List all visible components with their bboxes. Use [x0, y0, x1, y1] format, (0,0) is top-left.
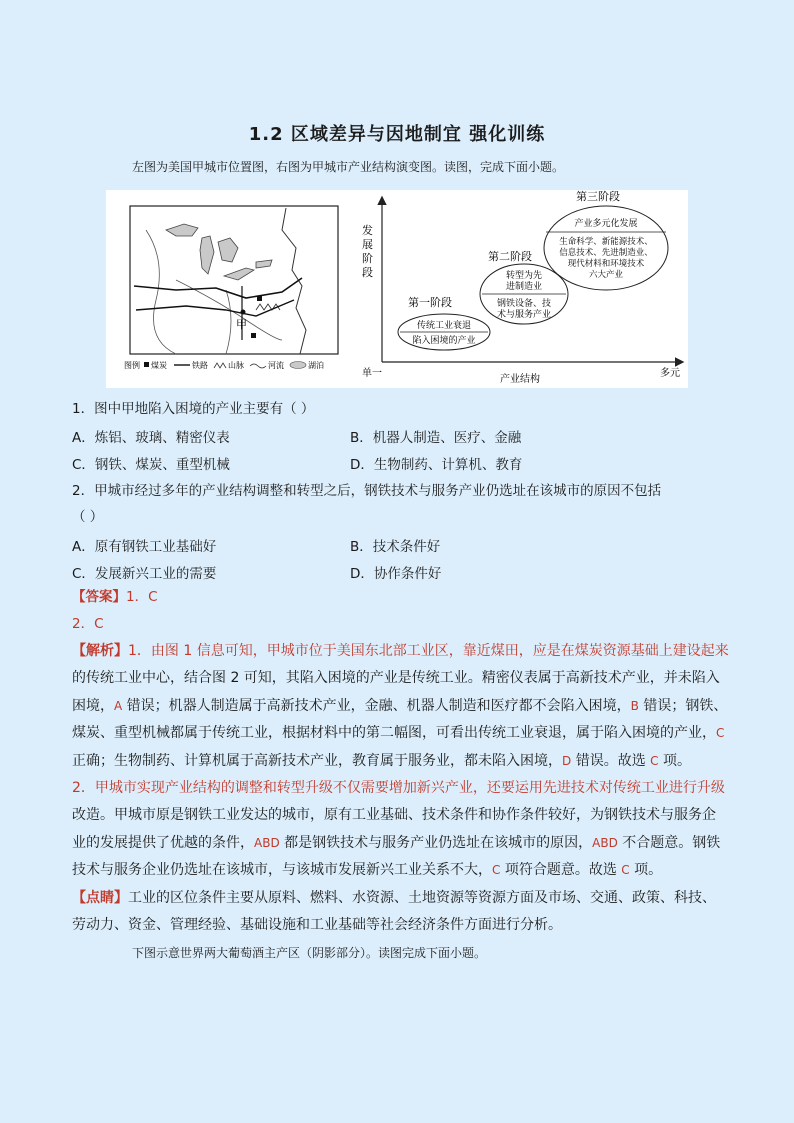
stage-3-item-1: 产业多元化发展 — [574, 219, 638, 229]
stage-3-item-2-line-1: 生命科学、新能源技术、 — [559, 237, 653, 247]
stage-1-item-2: 陷入困境的产业 — [412, 336, 476, 346]
analysis-p1-line-3a: 困境， — [72, 697, 114, 714]
stage-2-item-1-line-1: 转型为先 — [505, 271, 543, 281]
stage-2-item-2-line-1: 钢铁设备、技 — [496, 299, 552, 309]
figure-group — [106, 190, 688, 388]
y-label-char-3: 阶 — [362, 252, 373, 265]
stage-2-item-1-line-2: 进制造业 — [505, 282, 543, 292]
legend-coal-symbol — [144, 362, 149, 367]
question-2-option-c: C．发展新兴工业的需要 — [72, 566, 217, 582]
analysis-p1-line-3d: B — [630, 698, 639, 713]
question-1-stem: 1．图中甲地陷入困境的产业主要有（ ） — [72, 401, 315, 417]
question-2-option-a: A．原有钢铁工业基础好 — [72, 539, 217, 555]
answer-line-1 — [72, 584, 732, 611]
y-label-char-1: 发 — [362, 224, 373, 237]
x-end-label: 多元 — [660, 368, 680, 379]
analysis-p2-line-4b: C — [492, 863, 501, 878]
tip-text-1: 工业的区位条件主要从原料、燃料、水资源、土地资源等资源方面及市场、交通、政策、科技、 — [128, 889, 716, 906]
location-map — [106, 190, 344, 388]
x-start-label: 单一 — [362, 368, 382, 379]
analysis-p2-line-4e: 项。 — [629, 862, 663, 879]
y-label-char-2: 展 — [362, 238, 373, 251]
analysis-p1-line-3b: A — [114, 698, 123, 713]
answer-2: 2．C — [72, 616, 104, 632]
analysis-line-9 — [72, 857, 732, 884]
analysis-p1-line-5e: 项。 — [658, 752, 691, 769]
analysis-p2-line-4c: 项符合题意。故选 — [500, 862, 622, 879]
analysis-p1-line-2: 的传统工业中心，结合图 2 可知，其陷入困境的产业是传统工业。精密仪表属于高新技术产业，并未陷入 — [72, 670, 720, 687]
legend-river: 河流 — [268, 361, 284, 370]
stage-3-name: 第三阶段 — [576, 190, 620, 203]
city-marker — [241, 310, 246, 315]
stage-3-item-2-line-2: 信息技术、先进制造业、 — [559, 248, 653, 258]
legend-label: 图例 — [124, 361, 140, 370]
analysis-p1-line-4b: C — [716, 726, 725, 741]
analysis-p2-line-3d: ABD — [592, 835, 618, 850]
analysis-p1-line-5a: 正确；生物制药、计算机属于高新技术产业，教育属于服务业，都未陷入困境， — [72, 752, 562, 769]
analysis-line-4 — [72, 720, 732, 747]
legend-lake-symbol — [290, 362, 306, 369]
stage-1-name: 第一阶段 — [408, 296, 452, 309]
analysis-line-1 — [72, 638, 732, 665]
legend-lake: 湖泊 — [308, 361, 324, 370]
tip-text-2: 劳动力、资金、管理经验、基础设施和工业基础等社会经济条件方面进行分析。 — [72, 917, 562, 934]
legend-coal: 煤炭 — [151, 361, 167, 370]
analysis-p1-line-5b: D — [562, 753, 572, 768]
analysis-p1-line-5d: C — [650, 753, 659, 768]
analysis-p2-line-3b: ABD — [254, 835, 280, 850]
analysis-p2-line-1: 2．甲城市实现产业结构的调整和转型升级不仅需要增加新兴产业，还要运用先进技术对传统工业进行升级 — [72, 780, 725, 797]
answer-label: 【答案】 — [72, 589, 126, 605]
analysis-p1-line-3c: 错误；机器人制造属于高新技术产业，金融、机器人制造和医疗都不会陷入困境， — [122, 697, 631, 714]
stage-chart-svg — [344, 190, 688, 388]
analysis-p1-line-5c: 错误。故选 — [571, 752, 651, 769]
analysis-p2-line-2: 改造。甲城市原是钢铁工业发达的城市，原有工业基础、技术条件和协作条件较好，为钢铁技术与服务企 — [72, 807, 716, 824]
tip-label: 【点睛】 — [72, 889, 128, 906]
analysis-label: 【解析】 — [72, 643, 128, 659]
stage-3-item-2-line-4: 六大产业 — [588, 270, 624, 280]
analysis-p2-line-3a: 业的发展提供了优越的条件， — [72, 834, 254, 851]
location-map-svg — [106, 190, 344, 388]
analysis-p2-line-4a: 技术与服务企业仍选址在该城市，与该城市发展新兴工业关系不大， — [72, 862, 492, 879]
analysis-block — [72, 638, 732, 939]
legend-mountain-symbol — [214, 363, 226, 368]
stage-1-item-1: 传统工业衰退 — [416, 321, 472, 331]
analysis-p1-line-3e: 错误；钢铁、 — [638, 697, 728, 714]
answer-1: 1．C — [126, 589, 158, 605]
analysis-line-8 — [72, 830, 732, 857]
legend-river-symbol — [250, 364, 266, 368]
question-1-option-a: A．炼铝、玻璃、精密仪表 — [72, 430, 230, 446]
analysis-p2-line-4d: C — [621, 863, 630, 878]
intro-text-1: 左图为美国甲城市位置图，右图为甲城市产业结构演变图。读图，完成下面小题。 — [132, 160, 565, 174]
y-label-char-4: 段 — [362, 266, 373, 279]
analysis-p1-line-1: 1．由图 1 信息可知，甲城市位于美国东北部工业区，靠近煤田，应是在煤炭资源基础上建设起来 — [128, 643, 729, 659]
legend-mountain: 山脉 — [228, 361, 244, 370]
question-1-option-d: D．生物制药、计算机、教育 — [350, 457, 523, 473]
stage-chart — [344, 190, 688, 388]
question-2-stem: 2．甲城市经过多年的产业结构调整和转型之后，钢铁技术与服务产业仍选址在该城市的原因不包括 — [72, 483, 662, 499]
legend-railway: 铁路 — [192, 361, 208, 370]
coal-marker-1 — [257, 296, 262, 301]
analysis-p2-line-3e: 不合题意。钢铁 — [617, 834, 721, 851]
question-2-option-b: B．技术条件好 — [350, 539, 441, 555]
stage-2-item-2-line-2: 术与服务产业 — [496, 310, 552, 320]
analysis-p2-line-3c: 都是钢铁技术与服务产业仍选址在该城市的原因， — [279, 834, 593, 851]
question-1-option-c: C．钢铁、煤炭、重型机械 — [72, 457, 230, 473]
map-frame — [130, 206, 338, 354]
page-title: 1.2 区域差异与因地制宜 强化训练 — [248, 124, 546, 145]
analysis-line-5 — [72, 748, 732, 775]
question-2-option-d: D．协作条件好 — [350, 566, 442, 582]
analysis-p1-line-4: 煤炭、重型机械都属于传统工业，根据材料中的第二幅图，可看出传统工业衰退，属于陷入困境的产业， — [72, 725, 716, 742]
city-label: 甲 — [236, 318, 247, 331]
stage-2-name: 第二阶段 — [488, 250, 532, 263]
question-2-stem-blank: （ ） — [72, 509, 104, 525]
question-1-option-b: B．机器人制造、医疗、金融 — [350, 430, 522, 446]
analysis-line-3 — [72, 693, 732, 720]
stage-3-item-2-line-3: 现代材料和环境技术 — [567, 259, 645, 269]
tip-line-1 — [72, 885, 732, 912]
y-axis-label — [362, 223, 373, 279]
intro-text-2: 下图示意世界两大葡萄酒主产区（阴影部分）。读图完成下面小题。 — [132, 946, 487, 960]
coal-marker-2 — [251, 333, 256, 338]
x-axis-label: 产业结构 — [500, 374, 540, 385]
